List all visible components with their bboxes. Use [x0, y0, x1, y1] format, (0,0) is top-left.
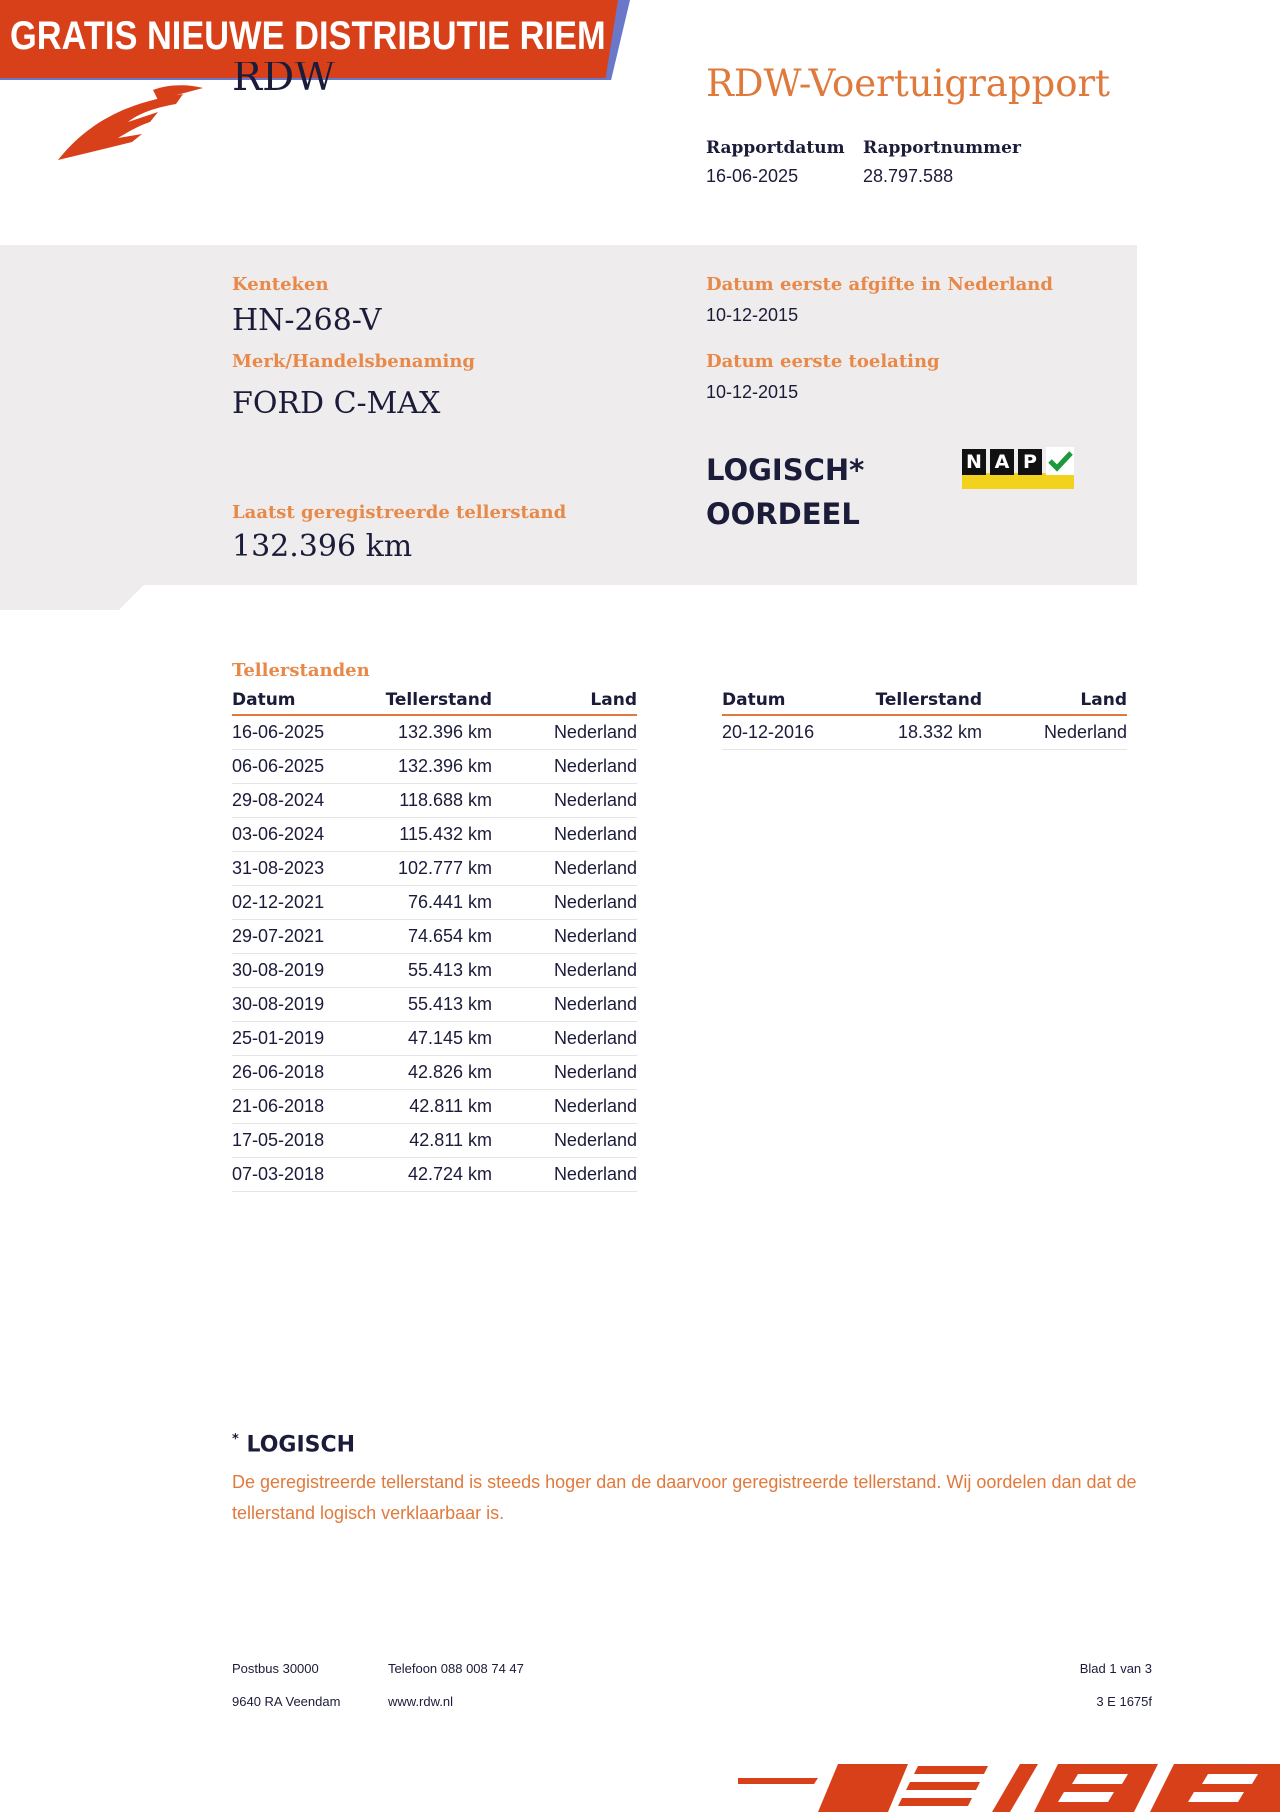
report-date-label: Rapportdatum	[706, 138, 845, 158]
nap-letter-p: P	[1018, 449, 1042, 475]
cell-country: Nederland	[492, 818, 637, 852]
cell-odometer: 42.724 km	[382, 1158, 492, 1192]
table-row	[232, 818, 637, 852]
footer-page: Blad 1 van 3	[1079, 1661, 1152, 1676]
cell-country: Nederland	[492, 988, 637, 1022]
cell-odometer: 55.413 km	[382, 988, 492, 1022]
table-row	[232, 1090, 637, 1124]
table-row	[232, 886, 637, 920]
footer-phone: Telefoon 088 008 74 47	[388, 1661, 524, 1676]
readings-table-right	[722, 688, 1127, 750]
cell-country: Nederland	[492, 954, 637, 988]
cell-country: Nederland	[492, 920, 637, 954]
footer-stripes-graphic	[738, 1760, 1280, 1812]
make-value: FORD C-MAX	[232, 386, 441, 421]
plate-value: HN-268-V	[232, 303, 382, 338]
plate-field	[232, 274, 381, 338]
cell-date: 25-01-2019	[232, 1022, 382, 1056]
nap-logo-bar	[962, 473, 1074, 489]
cell-country: Nederland	[492, 852, 637, 886]
cell-date: 30-08-2019	[232, 954, 382, 988]
footer-website[interactable]: www.rdw.nl	[388, 1694, 454, 1709]
report-number	[863, 138, 1021, 187]
cell-country: Nederland	[492, 1124, 637, 1158]
first-admission-field	[706, 351, 940, 403]
first-admission-label: Datum eerste toelating	[706, 351, 940, 372]
cell-odometer: 42.826 km	[382, 1056, 492, 1090]
footer-city: 9640 RA Veendam	[232, 1694, 341, 1709]
cell-country: Nederland	[492, 1090, 637, 1124]
verdict	[706, 448, 864, 536]
odometer-field	[232, 502, 566, 564]
panel-tail	[0, 584, 145, 610]
cell-odometer: 47.145 km	[382, 1022, 492, 1056]
cell-date: 03-06-2024	[232, 818, 382, 852]
table-row	[232, 852, 637, 886]
first-nl-label: Datum eerste afgifte in Nederland	[706, 274, 1053, 295]
footer-po-box: Postbus 30000	[232, 1661, 319, 1676]
cell-date: 02-12-2021	[232, 886, 382, 920]
verdict-line-1: LOGISCH*	[706, 453, 865, 487]
column-header-country: Land	[982, 688, 1127, 715]
make-field	[232, 351, 475, 421]
cell-odometer: 74.654 km	[382, 920, 492, 954]
table-row	[232, 1056, 637, 1090]
column-header-date: Datum	[232, 688, 382, 715]
rdw-logo-text: RDW	[232, 62, 336, 100]
nap-letter-a: A	[990, 449, 1014, 475]
report-number-value: 28.797.588	[863, 166, 954, 186]
footer-code: 3 E 1675f	[1096, 1694, 1152, 1709]
odometer-value: 132.396 km	[232, 529, 413, 564]
cell-odometer: 42.811 km	[382, 1090, 492, 1124]
table-row	[232, 784, 637, 818]
readings-table-left	[232, 688, 637, 1192]
table-row	[232, 1158, 637, 1192]
table-row	[232, 920, 637, 954]
cell-country: Nederland	[492, 1158, 637, 1192]
cell-odometer: 18.332 km	[872, 715, 982, 750]
cell-odometer: 115.432 km	[382, 818, 492, 852]
table-header-row	[722, 688, 1127, 715]
cell-odometer: 132.396 km	[382, 750, 492, 784]
cell-date: 06-06-2025	[232, 750, 382, 784]
cell-date: 16-06-2025	[232, 715, 382, 750]
note-text: De geregistreerde tellerstand is steeds hoger dan de daarvoor geregistreerde tellerstand. Wij oordelen dan dat de tellerstand logisch verklaarbaar is.	[232, 1472, 1137, 1523]
cell-odometer: 55.413 km	[382, 954, 492, 988]
column-header-date: Datum	[722, 688, 872, 715]
report-date-value: 16-06-2025	[706, 166, 799, 186]
promo-banner-text: GRATIS NIEUWE DISTRIBUTIE RIEM	[10, 14, 606, 58]
cell-date: 29-07-2021	[232, 920, 382, 954]
cell-odometer: 102.777 km	[382, 852, 492, 886]
cell-date: 21-06-2018	[232, 1090, 382, 1124]
table-row	[722, 715, 1127, 750]
cell-country: Nederland	[492, 784, 637, 818]
nap-letter-n: N	[962, 449, 986, 475]
cell-country: Nederland	[492, 1056, 637, 1090]
cell-odometer: 118.688 km	[382, 784, 492, 818]
table-header-row	[232, 688, 637, 715]
column-header-odometer: Tellerstand	[872, 688, 982, 715]
cell-country: Nederland	[492, 715, 637, 750]
cell-date: 31-08-2023	[232, 852, 382, 886]
plate-label: Kenteken	[232, 274, 329, 295]
table-row	[232, 1124, 637, 1158]
report-title: RDW-Voertuigrapport	[706, 62, 1111, 105]
cell-country: Nederland	[492, 750, 637, 784]
note-star: *	[232, 1432, 239, 1447]
cell-date: 30-08-2019	[232, 988, 382, 1022]
checkmark-icon	[1046, 447, 1074, 475]
cell-odometer: 76.441 km	[382, 886, 492, 920]
cell-country: Nederland	[492, 886, 637, 920]
cell-country: Nederland	[492, 1022, 637, 1056]
column-header-odometer: Tellerstand	[382, 688, 492, 715]
report-date	[706, 138, 845, 187]
first-nl-field	[706, 274, 1053, 326]
note-title-text: LOGISCH	[246, 1432, 356, 1458]
table-row	[232, 988, 637, 1022]
cell-odometer: 132.396 km	[382, 715, 492, 750]
note-title	[232, 1432, 355, 1457]
rdw-logo-icon	[58, 82, 208, 162]
cell-odometer: 42.811 km	[382, 1124, 492, 1158]
odometer-label: Laatst geregistreerde tellerstand	[232, 502, 567, 523]
cell-date: 20-12-2016	[722, 715, 872, 750]
first-admission-value: 10-12-2015	[706, 382, 799, 402]
table-row	[232, 1022, 637, 1056]
nap-logo	[962, 447, 1074, 491]
table-row	[232, 715, 637, 750]
cell-date: 29-08-2024	[232, 784, 382, 818]
verdict-line-2: OORDEEL	[706, 497, 860, 531]
report-number-label: Rapportnummer	[863, 138, 1021, 158]
table-row	[232, 750, 637, 784]
cell-date: 26-06-2018	[232, 1056, 382, 1090]
cell-country: Nederland	[982, 715, 1127, 750]
cell-date: 17-05-2018	[232, 1124, 382, 1158]
cell-date: 07-03-2018	[232, 1158, 382, 1192]
make-label: Merk/Handelsbenaming	[232, 351, 476, 372]
first-nl-value: 10-12-2015	[706, 305, 799, 325]
readings-title: Tellerstanden	[232, 660, 370, 681]
table-row	[232, 954, 637, 988]
column-header-country: Land	[492, 688, 637, 715]
